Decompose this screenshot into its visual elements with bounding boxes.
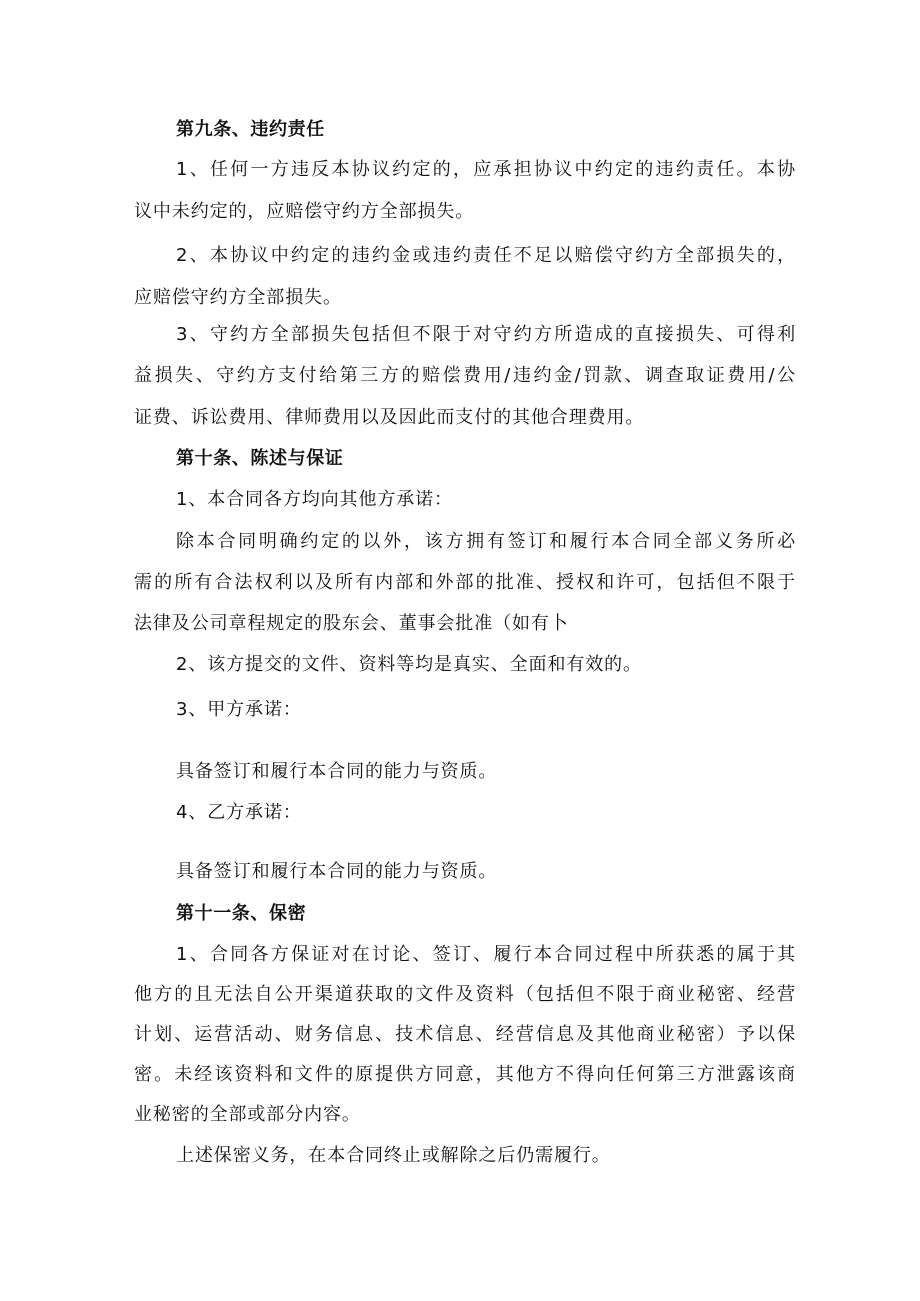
paragraph-line: 需的所有合法权利以及所有内部和外部的批准、授权和许可，包括但不限于 — [134, 572, 796, 593]
paragraph-line: 具备签订和履行本合同的能力与资质。 — [176, 761, 498, 782]
heading-article-10: 第十条、陈述与保证 — [176, 448, 344, 469]
paragraph-line: 2、该方提交的文件、资料等均是真实、全面和有效的。 — [176, 654, 642, 675]
paragraph-line: 证费、诉讼费用、律师费用以及因此而支付的其他合理费用。 — [134, 407, 645, 428]
paragraph-line: 计划、运营活动、财务信息、技术信息、经营信息及其他商业秘密）予以保 — [134, 1024, 796, 1045]
paragraph-line: 3、守约方全部损失包括但不限于对守约方所造成的直接损失、可得利 — [176, 324, 796, 345]
paragraph-line: 业秘密的全部或部分内容。 — [134, 1104, 361, 1125]
paragraph-line: 具备签订和履行本合同的能力与资质。 — [176, 861, 498, 882]
paragraph-line: 益损失、守约方支付给第三方的赔偿费用/违约金/罚款、调查取证费用/公 — [134, 365, 796, 386]
paragraph-line: 4、乙方承诺： — [176, 802, 302, 823]
paragraph-line: 1、合同各方保证对在讨论、签订、履行本合同过程中所获悉的属于其 — [176, 944, 796, 965]
heading-article-11: 第十一条、保密 — [176, 903, 307, 924]
paragraph-line: 除本合同明确约定的以外，该方拥有签订和履行本合同全部义务所必 — [176, 531, 796, 552]
paragraph-line: 3、甲方承诺： — [176, 699, 302, 720]
paragraph-line: 法律及公司章程规定的股东会、董事会批准（如有卜 — [134, 613, 569, 634]
paragraph-line: 1、任何一方违反本协议约定的，应承担协议中约定的违约责任。本协 — [176, 159, 796, 180]
paragraph-line: 密。未经该资料和文件的原提供方同意，其他方不得向任何第三方泄露该商 — [134, 1064, 796, 1085]
paragraph-line: 他方的且无法自公开渠道获取的文件及资料（包括但不限于商业秘密、经营 — [134, 984, 796, 1005]
heading-article-9: 第九条、违约责任 — [176, 119, 325, 140]
paragraph-line: 2、本协议中约定的违约金或违约责任不足以赔偿守约方全部损失的， — [176, 245, 796, 266]
paragraph-line: 1、本合同各方均向其他方承诺： — [176, 489, 453, 510]
paragraph-line: 上述保密义务，在本合同终止或解除之后仍需履行。 — [176, 1145, 611, 1166]
paragraph-line: 应赔偿守约方全部损失。 — [134, 287, 342, 308]
paragraph-line: 议中未约定的，应赔偿守约方全部损失。 — [134, 201, 475, 222]
